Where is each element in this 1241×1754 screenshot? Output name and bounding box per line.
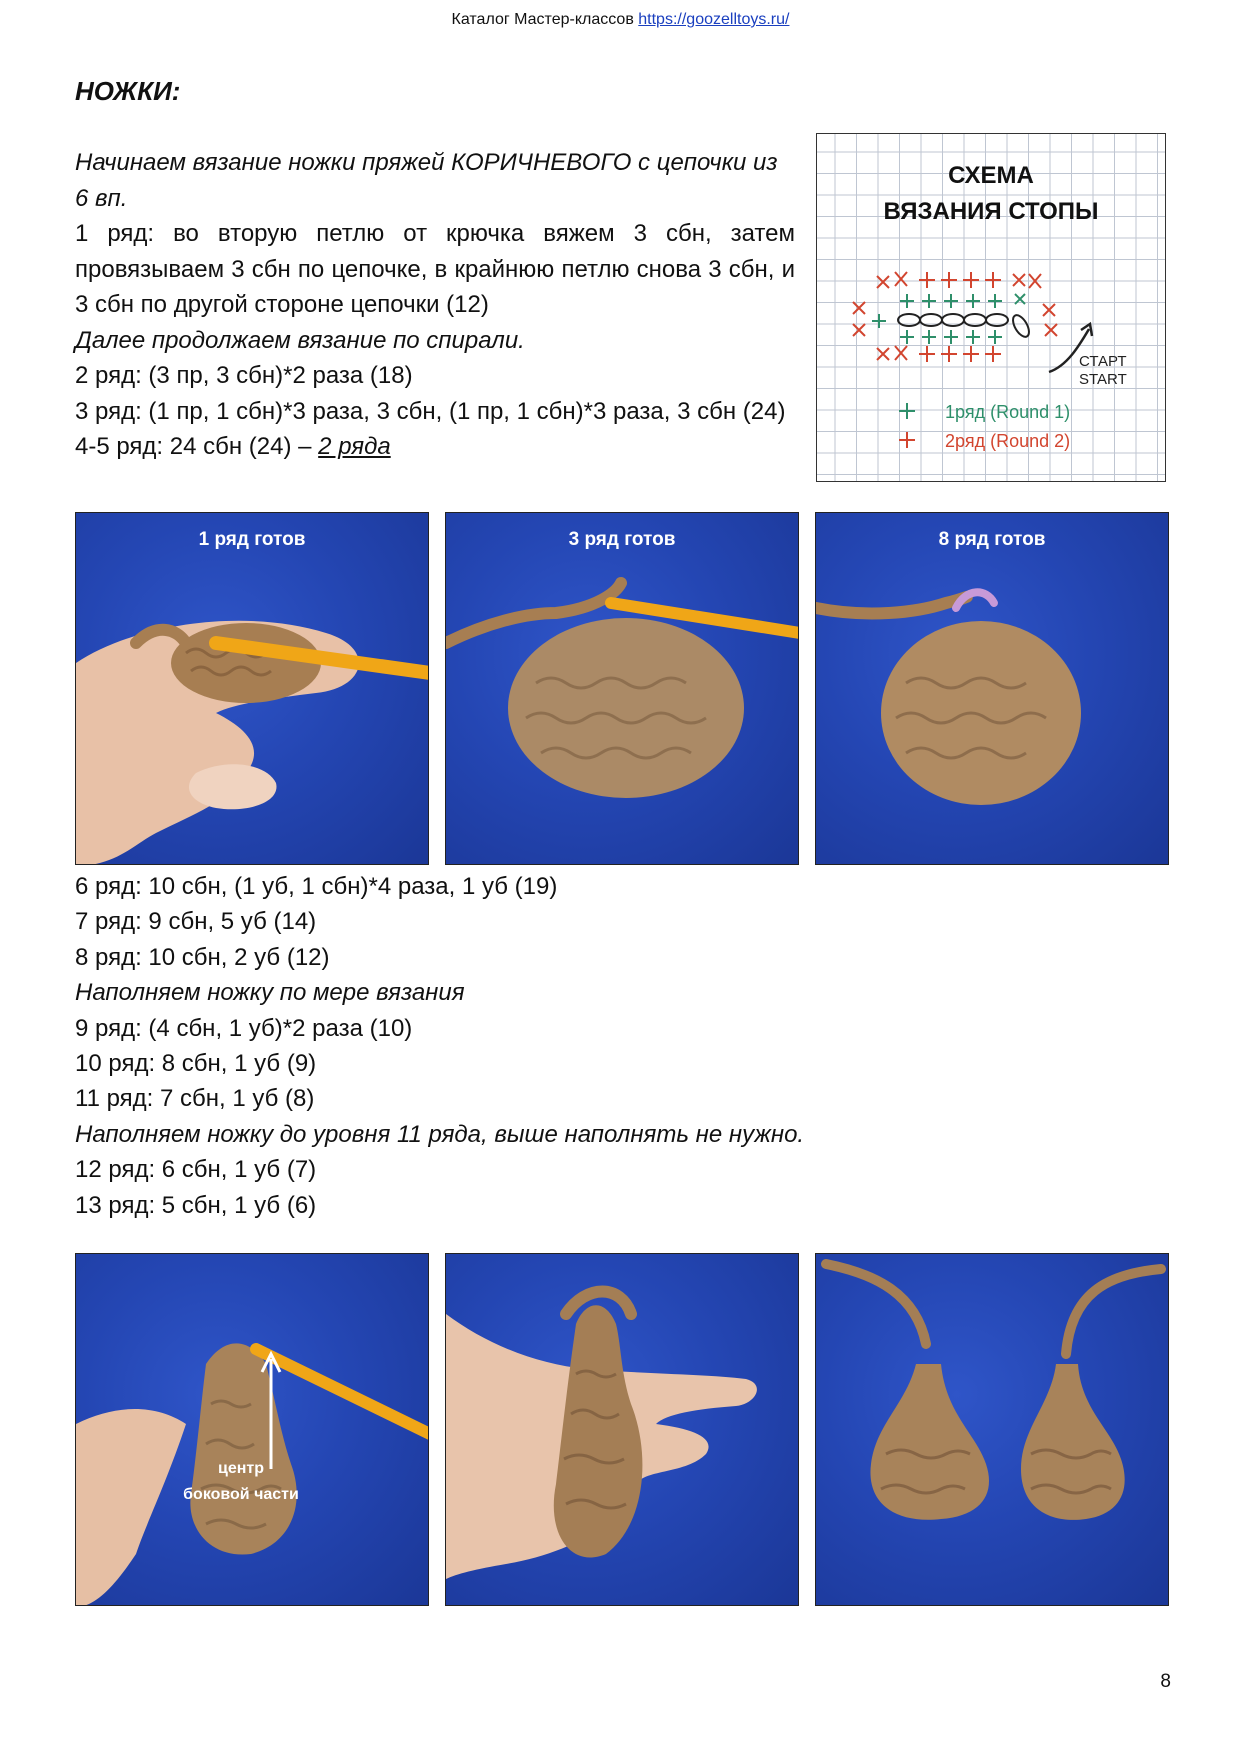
side-center-label-line1: центр [217,1460,264,1477]
round1-stitches [872,294,1025,344]
page-number: 8 [1160,1671,1171,1692]
step-row-11: 11 ряд: 7 сбн, 1 уб (8) [75,1085,315,1113]
photo-two-legs [815,1253,1169,1606]
photo-leg-side-center [75,1253,429,1606]
photo-leg-in-hand [445,1253,799,1606]
step-row-7: 7 ряд: 9 сбн, 5 уб (14) [75,908,317,936]
step-row-6: 6 ряд: 10 сбн, (1 уб, 1 сбн)*4 раза, 1 уб (19) [75,873,558,900]
page-header [0,11,1241,29]
steps-list [75,869,804,1223]
knitting-scheme [816,133,1166,482]
round2-stitches [853,272,1057,362]
photo-round-3-illustration [446,513,799,865]
scheme-title-line2: ВЯЗАНИЯ СТОПЫ [883,198,1099,225]
spiral-note: Далее продолжаем вязание по спирали. [75,326,525,354]
photo-round-1-illustration [76,513,429,865]
photo-two-legs-illustration [816,1254,1169,1606]
photo-leg-in-hand-illustration [446,1254,799,1606]
chain-loops [898,313,1032,340]
step-row-12: 12 ряд: 6 сбн, 1 уб (7) [75,1156,317,1184]
step-row-13: 13 ряд: 5 сбн, 1 уб (6) [75,1191,317,1219]
side-center-label [166,1456,316,1508]
catalog-link[interactable]: https://goozelltoys.ru/ [638,11,790,28]
photo-caption-1: 1 ряд готов [198,529,306,550]
step-row-8: 8 ряд: 10 сбн, 2 уб (12) [75,943,330,971]
start-label-en: START [1079,371,1127,388]
header-text: Каталог Мастер-классов [451,11,639,28]
photo-round-8-illustration [816,513,1169,865]
step-note-fill-level: Наполняем ножку до уровня 11 ряда, выше наполнять не нужно. [75,1120,805,1148]
section-title: НОЖКИ: [75,76,181,106]
step-row-9: 9 ряд: (4 сбн, 1 уб)*2 раза (10) [75,1014,413,1042]
photo-round-8 [815,512,1169,865]
step-note-fill: Наполняем ножку по мере вязания [75,979,465,1007]
step-row-10: 10 ряд: 8 сбн, 1 уб (9) [75,1050,317,1078]
legend-round2: 2ряд (Round 2) [945,431,1071,451]
start-label-ru: СТАРТ [1079,353,1127,370]
photo-caption-2: 3 ряд готов [568,529,676,550]
intro-text [75,145,795,465]
row-1-text: 1 ряд: во вторую петлю от крючка вяжем 3 сбн, затем провязываем 3 сбн по цепочке, в крайнюю петлю снова 3 сбн, и 3 сбн по другой стороне цепочки (12) [75,220,795,318]
row-4-5-text [75,429,795,465]
row-4-5-prefix: 4-5 ряд: 24 сбн (24) – [75,433,319,460]
row-2-text: 2 ряд: (3 пр, 3 сбн)*2 раза (18) [75,362,413,389]
scheme-diagram [817,134,1166,482]
row-4-5-emphasis: 2 ряда [318,433,391,460]
legend-round1: 1ряд (Round 1) [945,402,1071,422]
photo-round-3 [445,512,799,865]
side-center-label-line2: боковой части [183,1486,299,1503]
intro-line: Начинаем вязание ножки пряжей КОРИЧНЕВОГО с цепочки из 6 вп. [75,149,778,212]
photo-leg-side-center-illustration [76,1254,429,1606]
photo-round-1 [75,512,429,865]
photo-caption-3: 8 ряд готов [938,529,1046,550]
row-3-text: 3 ряд: (1 пр, 1 сбн)*3 раза, 3 сбн, (1 пр, 1 сбн)*3 раза, 3 сбн (24) [75,397,786,425]
scheme-title-line1: СХЕМА [948,162,1034,189]
